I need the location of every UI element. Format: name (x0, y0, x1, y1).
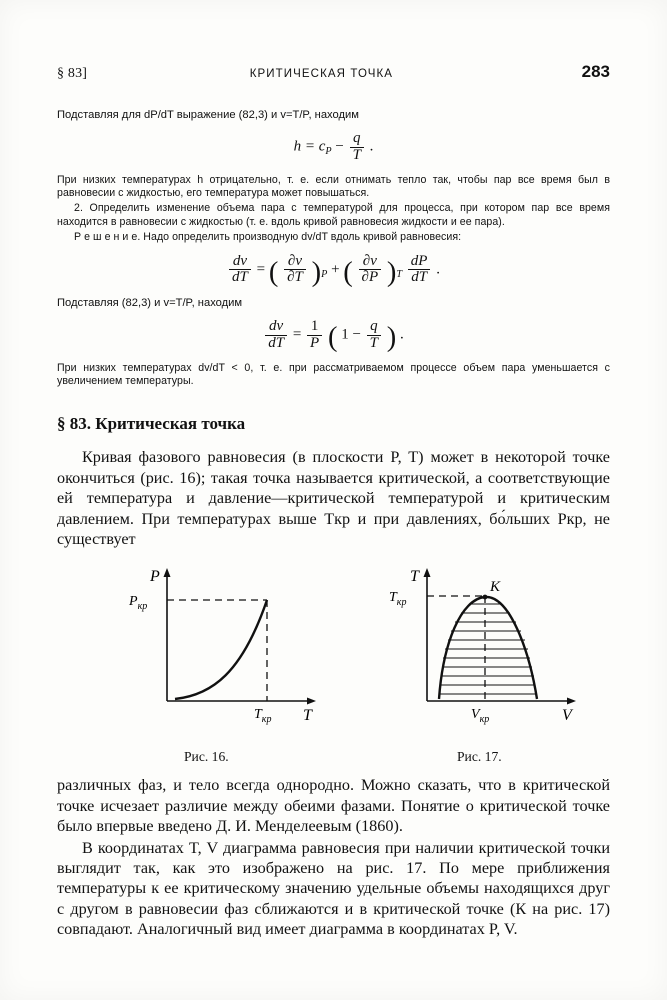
fig17-y-tick-label: $T_{кр}$ (389, 590, 407, 609)
formula-dvdt-term3 (408, 254, 431, 287)
formula-dvdt-term2-den: ∂P (359, 269, 382, 286)
formula-result-lhs-num: dv (269, 318, 284, 335)
section-heading: § 83. Критическая точка (57, 414, 246, 434)
paragraph-solution-lead: Р е ш е н и е. Надо определить производную dv/dT вдоль кривой равновесия: (74, 231, 462, 244)
formula-dvdt-term2-sub: T (396, 268, 403, 280)
fig16-x-tick-label: $T_{кр}$ (254, 707, 272, 726)
paragraph-substitution-2: Подставляя (82,3) и v=T/P, находим (57, 297, 243, 310)
fig17-point-label: K (490, 579, 501, 596)
formula-dvdt-result (57, 319, 610, 352)
formula-dvdt-lhs-num: dv (232, 252, 248, 269)
formula-result-one-num: 1 (310, 318, 319, 335)
formula-result-one-den: P (307, 335, 322, 352)
fig17-critical-point-marker (483, 595, 488, 600)
fig17-x-axis-label: V (562, 707, 572, 725)
section-mark: § 83] (57, 66, 88, 81)
formula-dvdt-paren-close-2: ) (386, 256, 397, 288)
formula-dvdt-term3-den: dT (408, 269, 431, 286)
paragraph-low-temperature-2: При низких температурах dv/dT < 0, т. е. при рассматриваемом процессе объем пара уменьшается с увеличением температуры. (57, 361, 610, 387)
fig17-coexistence-dome (439, 597, 537, 699)
fig16-x-axis-label: T (303, 707, 312, 725)
formula-h-lhs: h = c (293, 138, 326, 155)
figure-16 (117, 563, 327, 733)
fig16-equilibrium-curve (175, 600, 267, 699)
formula-dvdt-paren-open-2: ( (343, 256, 353, 288)
fig17-y-arrow (424, 568, 431, 577)
figure-captions (57, 749, 610, 767)
paragraph-critical-point-1: Кривая фазового равновесия (в плоскости P, T) может в некоторой точке окончиться (рис. 16); такая точка называется критической, а соответствующие ей температура и давление—критической температурой и критическим давлением. При температурах выше Tкр и при давлениях, бо́льших Pкр, не существует (57, 448, 610, 548)
formula-dvdt-term2-num: ∂v (362, 252, 377, 269)
formula-result-one-over-p (307, 319, 322, 352)
paragraph-low-temperature-1: При низких температурах h отрицательно, т. е. если отнимать тепло так, чтобы пар все время был в равновесии с жидкостью, его температура может повышаться. (57, 173, 610, 199)
formula-dvdt-term1 (284, 254, 306, 287)
formula-result-period: . (400, 326, 404, 343)
formula-result-paren-close: ) (386, 322, 397, 354)
formula-result-one: 1 (341, 326, 349, 343)
formula-dvdt-lhs-den: dT (229, 269, 251, 286)
fig17-x-arrow (567, 698, 576, 705)
formula-result-frac-num: q (370, 318, 378, 335)
paragraph-problem-2: 2. Определить изменение объема пара с температурой для процесса, при котором пар все время находится в равновесии с жидкостью (т. е. вдоль кривой равновесия жидкости и ее пара). (57, 202, 610, 228)
formula-dvdt-paren-close-1: ) (311, 256, 322, 288)
formula-dvdt-period: . (436, 261, 440, 278)
fig16-y-tick-label: $P_{кр}$ (129, 594, 148, 613)
formula-dvdt-eq: = (256, 261, 266, 278)
formula-result-lhs-den: dT (265, 335, 287, 352)
formula-result-lhs (265, 319, 287, 352)
formula-result-minus: − (352, 326, 361, 343)
formula-dvdt-lhs (229, 254, 251, 287)
formula-h-frac-num: q (352, 130, 361, 146)
formula-dvdt-plus: + (331, 261, 340, 278)
fig16-x-arrow (307, 698, 316, 705)
figure-17-graphic (377, 563, 587, 728)
fig17-y-axis-label: T (410, 568, 419, 586)
formula-h (57, 131, 610, 164)
formula-h-frac-den: T (350, 147, 364, 164)
formula-h-minus: − (335, 138, 344, 155)
figure-17 (377, 563, 587, 733)
fig17-x-tick-label: $V_{кр}$ (471, 707, 490, 726)
formula-result-eq: = (292, 326, 302, 343)
formula-dvdt-term1-sub: P (321, 268, 328, 280)
paragraph-critical-point-3: В координатах T, V диаграмма равновесия при наличии критической точки выглядит так, как это изображено на рис. 17. По мере приближения температуры к ее критическому значению удельные объемы находящихся друг с другом в равновесии фаз сближаются и в критической точке (К на рис. 17) совпадают. Аналогичный вид имеет диаграмма в координатах P, V. (57, 838, 610, 939)
figure-16-caption: Рис. 16. (184, 749, 229, 765)
figure-17-caption: Рис. 17. (457, 749, 502, 765)
fig17-hatching (439, 604, 536, 694)
formula-dvdt-term1-den: ∂T (284, 269, 306, 286)
figure-row (57, 563, 610, 743)
page-content (57, 62, 610, 941)
formula-h-lhs-sub: P (325, 145, 332, 157)
running-title: КРИТИЧЕСКАЯ ТОЧКА (249, 68, 394, 80)
formula-result-paren-open: ( (327, 322, 338, 354)
paragraph-critical-point-2: различных фаз, и тело всегда однородно. Можно сказать, что в критической точке исчезает различие между обеими фазами. Понятие о критической точке было впервые введено Д. И. Менделеевым (1860). (57, 776, 610, 836)
running-head (57, 62, 610, 82)
paragraph-intro: Подставляя для dP/dT выражение (82,3) и v=T/P, находим (57, 109, 359, 121)
formula-result-frac-den: T (367, 335, 381, 352)
formula-dvdt-paren-open-1: ( (268, 256, 279, 288)
formula-dvdt-term1-num: ∂v (287, 252, 302, 269)
fig16-y-arrow (164, 568, 171, 577)
page-number: 283 (581, 62, 610, 81)
formula-result-fraction (367, 319, 381, 352)
fig16-y-axis-label: P (150, 568, 160, 586)
formula-h-fraction (350, 131, 364, 164)
formula-dvdt-expansion (57, 254, 610, 287)
formula-h-period: . (369, 138, 374, 155)
formula-dvdt-term3-num: dP (410, 252, 428, 269)
formula-dvdt-term2 (359, 254, 382, 287)
figure-16-graphic (117, 563, 327, 728)
